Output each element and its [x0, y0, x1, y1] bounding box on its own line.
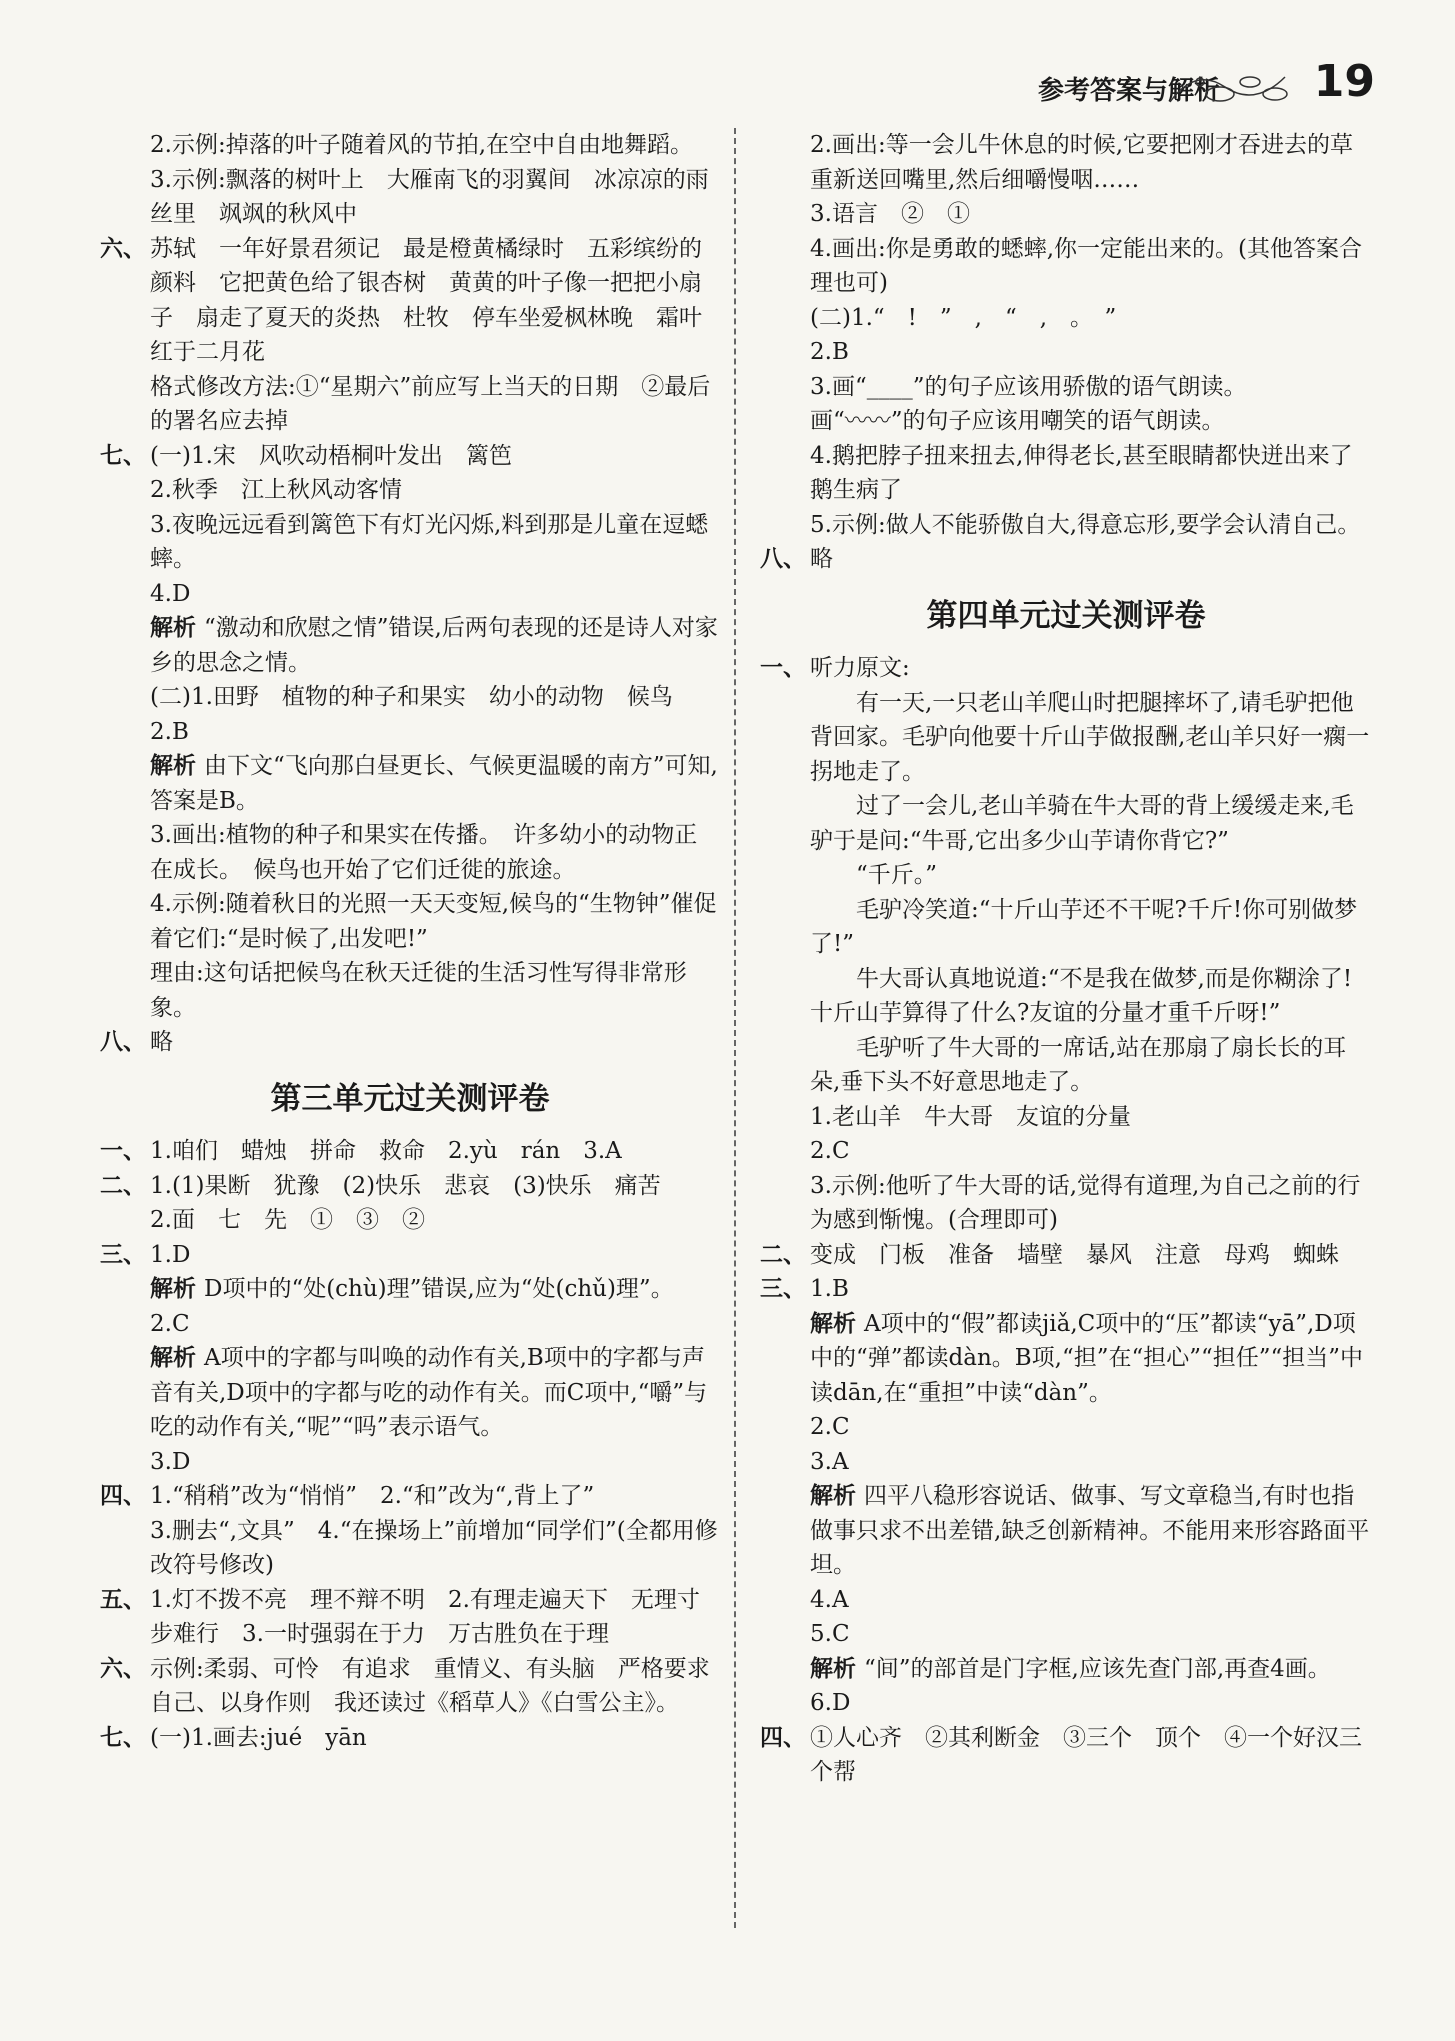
answer-text: 3.A [810, 1448, 849, 1475]
answer-text: 4.鹅把脖子扭来扭去,伸得老长,甚至眼睛都快迸出来了 鹅生病了 [810, 442, 1376, 503]
right-column [760, 128, 1376, 1790]
answer-line [760, 1617, 1372, 1652]
answer-text-wrap [810, 1445, 1372, 1480]
answer-text: 由下文“飞向那白昼更长、气候更温暖的南方”可知,答案是B。 [150, 753, 718, 814]
answer-line [760, 858, 1372, 893]
answer-text-wrap [150, 1652, 720, 1721]
question-number: 四、 [760, 1723, 806, 1751]
answer-text: 2.画出:等一会儿牛休息的时候,它要把刚才吞进去的草重新送回嘴里,然后细嚼慢咽…… [810, 132, 1354, 193]
answer-line [100, 577, 720, 612]
answer-text: 1.咱们 蜡烛 拼命 救命 2.yù rán 3.A [150, 1138, 622, 1164]
section-title-unit3: 第三单元过关测评卷 [270, 1080, 550, 1117]
answer-line [760, 1721, 1372, 1790]
answer-text-wrap [810, 197, 1372, 232]
answer-line [760, 1686, 1372, 1721]
question-number: 四、 [100, 1482, 146, 1509]
answer-text: 4.A [810, 1586, 849, 1613]
analysis-label: 解析 [150, 1344, 196, 1371]
question-number: 三、 [760, 1275, 806, 1302]
answer-text-wrap [810, 1100, 1372, 1135]
answer-line [100, 680, 720, 715]
answer-text-wrap [810, 1410, 1372, 1445]
answer-line [100, 128, 720, 163]
answer-line [100, 818, 720, 887]
answer-text-wrap [150, 508, 720, 577]
answer-text-wrap [810, 651, 1372, 686]
analysis-label: 解析 [150, 752, 196, 779]
answer-text-wrap [810, 1272, 1372, 1307]
answer-line [100, 1307, 720, 1342]
answer-text: 2.B [810, 339, 849, 365]
answer-text: (一)1.宋 风吹动梧桐叶发出 篱笆 [150, 442, 512, 469]
answer-text: A项中的“假”都读jiǎ,C项中的“压”都读“yā”,D项中的“弹”都读dàn。B项,“担”在“担心”“担任”“担当”中读dān,在“重担”中读“dàn”。 [810, 1310, 1364, 1406]
answer-line [760, 893, 1372, 962]
answer-line [760, 508, 1372, 543]
answer-text: 2.C [810, 1138, 850, 1164]
answer-text-wrap [810, 128, 1372, 197]
answer-line [100, 1169, 720, 1204]
answer-text-wrap [810, 1686, 1372, 1721]
answer-line [100, 1203, 720, 1238]
answer-line [100, 370, 720, 439]
answer-text: 苏轼 一年好景君须记 最是橙黄橘绿时 五彩缤纷的颜料 它把黄色给了银杏树 黄黄的叶子像一把把小扇子 扇走了夏天的炎热 杜牧 停车坐爱枫林晚 霜叶红于二月花 [150, 235, 702, 365]
answer-line [760, 1031, 1372, 1100]
answer-text-wrap [810, 1031, 1372, 1100]
answer-text-wrap [150, 1203, 720, 1238]
answer-text: 2.秋季 江上秋风动客情 [150, 477, 402, 503]
answer-line [760, 1583, 1372, 1618]
answer-text-wrap [150, 1514, 720, 1583]
answer-line [760, 404, 1372, 439]
answer-text: ①人心齐 ②其利断金 ③三个 顶个 ④一个好汉三个帮 [810, 1724, 1362, 1785]
answer-text-wrap [810, 370, 1372, 405]
answer-text-wrap [150, 370, 720, 439]
decorative-swirl-icon [1165, 62, 1315, 112]
question-number: 七、 [100, 1723, 146, 1751]
answer-line [760, 1410, 1372, 1445]
answer-text-wrap [810, 232, 1372, 301]
right-answers-block-2 [760, 651, 1372, 1790]
analysis-label: 解析 [150, 614, 196, 641]
answer-text: 3.语言 ② ① [810, 201, 970, 227]
answer-text-wrap [150, 1341, 720, 1445]
answer-text: 听力原文: [810, 655, 910, 681]
answer-text-wrap [810, 858, 1372, 893]
answer-line [100, 1721, 720, 1756]
answer-line [760, 1307, 1372, 1411]
answer-text-wrap [150, 715, 720, 750]
answer-text: 1.“稍稍”改为“悄悄” 2.“和”改为“,背上了” [150, 1483, 595, 1509]
answer-text-wrap [150, 611, 720, 680]
answer-line [760, 1445, 1372, 1480]
answer-text: 6.D [810, 1690, 851, 1716]
page-number: 19 [1313, 56, 1375, 107]
answer-text-wrap [150, 232, 720, 370]
answer-text: 毛驴冷笑道:“十斤山芋还不干呢?千斤!你可别做梦了!” [810, 896, 1358, 957]
answer-text: D项中的“处(chù)理”错误,应为“处(chǔ)理”。 [204, 1276, 674, 1302]
answer-text: 2.示例:掉落的叶子随着风的节拍,在空中自由地舞蹈。 [150, 132, 694, 158]
answer-line [100, 611, 720, 680]
answer-text: 1.老山羊 牛大哥 友谊的分量 [810, 1103, 1131, 1130]
answer-text-wrap [150, 128, 720, 163]
answer-text-wrap [810, 404, 1372, 439]
answer-line [100, 1652, 720, 1721]
answer-text: 3.示例:他听了牛大哥的话,觉得有道理,为自己之前的行为感到惭愧。(合理即可) [810, 1172, 1361, 1233]
question-number: 三、 [100, 1240, 146, 1268]
answer-text: 5.C [810, 1621, 850, 1647]
question-number: 七、 [100, 441, 146, 469]
answer-line [100, 715, 720, 750]
answer-line [100, 439, 720, 474]
answer-text: 牛大哥认真地说道:“不是我在做梦,而是你糊涂了!十斤山芋算得了什么?友谊的分量才重千斤呀!” [810, 965, 1353, 1026]
answer-line [100, 232, 720, 370]
answer-line [760, 197, 1372, 232]
question-number: 六、 [100, 1654, 146, 1682]
answer-text-wrap [150, 1445, 720, 1480]
answer-text-wrap [150, 1583, 720, 1652]
answer-text: 2.C [150, 1310, 190, 1337]
answer-text-wrap [150, 1134, 720, 1169]
answer-text-wrap [810, 542, 1372, 577]
answer-text: 略 [810, 546, 833, 572]
answer-line [760, 370, 1372, 405]
answer-text: 3.D [150, 1448, 191, 1475]
answer-line [760, 1134, 1372, 1169]
answer-text-wrap [150, 818, 720, 887]
answer-text-wrap [810, 508, 1372, 543]
answer-text: 2.B [150, 718, 189, 745]
answer-text: “间”的部首是门字框,应该先查门部,再查4画。 [864, 1655, 1331, 1682]
answer-text: 理由:这句话把候鸟在秋天迁徙的生活习性写得非常形象。 [150, 960, 687, 1021]
answer-line [100, 1025, 720, 1060]
question-number: 一、 [760, 654, 806, 681]
answer-line [760, 542, 1372, 577]
answer-text-wrap [810, 686, 1372, 790]
answer-text-wrap [810, 893, 1372, 962]
question-number: 八、 [760, 545, 806, 572]
answer-text: 1.(1)果断 犹豫 (2)快乐 悲哀 (3)快乐 痛苦 [150, 1172, 661, 1199]
answer-text: 变成 门板 准备 墙壁 暴风 注意 母鸡 蜘蛛 [810, 1241, 1339, 1268]
answer-text: 3.画出:植物的种子和果实在传播。 许多幼小的动物正在成长。 候鸟也开始了它们迁徙的旅途。 [150, 822, 698, 883]
question-number: 二、 [100, 1171, 146, 1199]
answer-line [100, 956, 720, 1025]
answer-line [760, 651, 1372, 686]
answer-line [100, 1583, 720, 1652]
left-answers-block-1 [100, 128, 720, 1060]
question-number: 五、 [100, 1585, 146, 1613]
answer-text-wrap [150, 1721, 720, 1756]
answer-line [760, 335, 1372, 370]
answer-text: 1.B [810, 1276, 849, 1302]
answer-line [100, 1479, 720, 1514]
answer-text: 过了一会儿,老山羊骑在牛大哥的背上缓缓走来,毛驴于是问:“牛哥,它出多少山芋请你背它?” [810, 793, 1354, 854]
answer-text: 1.D [150, 1241, 191, 1268]
answer-line [100, 163, 720, 232]
answer-text: 3.删去“,文具” 4.“在操场上”前增加“同学们”(全都用修改符号修改) [150, 1517, 718, 1578]
answer-text-wrap [150, 749, 720, 818]
answer-line [100, 1134, 720, 1169]
answer-text-wrap [810, 335, 1372, 370]
column-divider [734, 128, 736, 1928]
answer-line [100, 1514, 720, 1583]
answer-text-wrap [150, 887, 720, 956]
answer-line [100, 1445, 720, 1480]
answer-line [100, 749, 720, 818]
answer-line [760, 962, 1372, 1031]
answer-text-wrap [150, 473, 720, 508]
answer-text-wrap [150, 1025, 720, 1060]
answer-text: (一)1.画去:jué yān [150, 1724, 367, 1751]
answer-text: 3.夜晚远远看到篱笆下有灯光闪烁,料到那是儿童在逗蟋蟀。 [150, 511, 709, 572]
section-title-unit4: 第四单元过关测评卷 [926, 597, 1206, 634]
answer-line [760, 1100, 1372, 1135]
answer-text-wrap [150, 439, 720, 474]
answer-text-wrap [810, 1238, 1372, 1273]
answer-line [760, 1479, 1372, 1583]
answer-line [760, 1272, 1372, 1307]
answer-text: 2.面 七 先 ① ③ ② [150, 1207, 425, 1233]
answer-text-wrap [810, 962, 1372, 1031]
answer-line [100, 1341, 720, 1445]
left-answers-block-2 [100, 1134, 720, 1755]
answer-text: “激动和欣慰之情”错误,后两句表现的还是诗人对家乡的思念之情。 [150, 615, 718, 676]
answer-line [100, 1238, 720, 1273]
page-header [875, 56, 1375, 122]
answer-text: 毛驴听了牛大哥的一席话,站在那扇了扇长长的耳朵,垂下头不好意思地走了。 [810, 1034, 1347, 1095]
answer-text: 2.C [810, 1414, 850, 1440]
answer-line [760, 789, 1372, 858]
answer-text: 3.画“____”的句子应该用骄傲的语气朗读。 [810, 373, 1247, 400]
answer-text-wrap [150, 1272, 720, 1307]
right-answers-block-1 [760, 128, 1376, 577]
answer-text: 略 [150, 1029, 173, 1055]
answer-text-wrap [810, 1652, 1372, 1687]
analysis-label: 解析 [810, 1309, 856, 1337]
answer-text-wrap [810, 1169, 1372, 1238]
answer-line [760, 232, 1372, 301]
answer-text: 有一天,一只老山羊爬山时把腿摔坏了,请毛驴把他背回家。毛驴向他要十斤山芋做报酬,老山羊只好一瘸一拐地走了。 [810, 689, 1370, 785]
answer-text-wrap [150, 577, 720, 612]
question-number: 一、 [100, 1137, 146, 1164]
answer-text-wrap [810, 1583, 1372, 1618]
answer-text-wrap [810, 789, 1372, 858]
answer-text: 画“〰〰”的句子应该用嘲笑的语气朗读。 [810, 408, 1225, 434]
answer-text-wrap [150, 1479, 720, 1514]
answer-text: 示例:柔弱、可怜 有追求 重情义、有头脑 严格要求自己、以身作则 我还读过《稻草人》《白雪公主》。 [150, 1655, 710, 1716]
answer-text: (二)1.“ ! ” , “ , 。 ” [810, 304, 1117, 331]
answer-line [760, 1169, 1372, 1238]
answer-line [760, 686, 1372, 790]
analysis-label: 解析 [810, 1654, 856, 1682]
analysis-label: 解析 [810, 1482, 856, 1509]
answer-text-wrap [150, 1238, 720, 1273]
answer-text-wrap [150, 680, 720, 715]
answer-text-wrap [150, 956, 720, 1025]
answer-line [760, 1652, 1372, 1687]
answer-text-wrap [150, 1307, 720, 1342]
analysis-label: 解析 [150, 1275, 196, 1302]
answer-text: 1.灯不拨不亮 理不辩不明 2.有理走遍天下 无理寸步难行 3.一时强弱在于力 万古胜负在于理 [150, 1586, 700, 1647]
answer-text-wrap [810, 1479, 1372, 1583]
answer-text: “千斤。” [810, 862, 938, 888]
answer-line [100, 1272, 720, 1307]
answer-text-wrap [810, 1617, 1372, 1652]
answer-line [100, 887, 720, 956]
answer-text: A项中的字都与叫唤的动作有关,B项中的字都与声音有关,D项中的字都与吃的动作有关。而C项中,“嚼”与吃的动作有关,“呢”“吗”表示语气。 [150, 1345, 708, 1440]
answer-text-wrap [810, 1134, 1372, 1169]
answer-text-wrap [150, 163, 720, 232]
answer-line [760, 439, 1376, 508]
header-title: 参考答案与解析 [1037, 76, 1220, 106]
question-number: 八、 [100, 1028, 146, 1055]
answer-line [100, 508, 720, 577]
answer-text: 4.D [150, 580, 191, 607]
answer-text-wrap [810, 439, 1376, 508]
answer-text-wrap [810, 1721, 1372, 1790]
answer-text-wrap [810, 1307, 1372, 1411]
answer-line [760, 1238, 1372, 1273]
answer-line [760, 301, 1372, 336]
answer-text: 3.示例:飘落的树叶上 大雁南飞的羽翼间 冰凉凉的雨丝里 飒飒的秋风中 [150, 166, 709, 227]
question-number: 二、 [760, 1240, 806, 1268]
question-number: 六、 [100, 234, 146, 262]
answer-text: 四平八稳形容说话、做事、写文章稳当,有时也指做事只求不出差错,缺乏创新精神。不能用来形容路面平坦。 [810, 1483, 1370, 1578]
answer-text: (二)1.田野 植物的种子和果实 幼小的动物 候鸟 [150, 684, 673, 710]
answer-text: 4.示例:随着秋日的光照一天天变短,候鸟的“生物钟”催促着它们:“是时候了,出发吧!” [150, 891, 717, 952]
answer-text-wrap [150, 1169, 720, 1204]
answer-text-wrap [810, 301, 1372, 336]
answer-text: 格式修改方法:①“星期六”前应写上当天的日期 ②最后的署名应去掉 [150, 373, 711, 434]
answer-text: 5.示例:做人不能骄傲自大,得意忘形,要学会认清自己。 [810, 511, 1361, 538]
answer-line [100, 473, 720, 508]
left-column [100, 128, 720, 1755]
answer-text: 4.画出:你是勇敢的蟋蟀,你一定能出来的。(其他答案合理也可) [810, 235, 1362, 296]
answer-line [760, 128, 1372, 197]
